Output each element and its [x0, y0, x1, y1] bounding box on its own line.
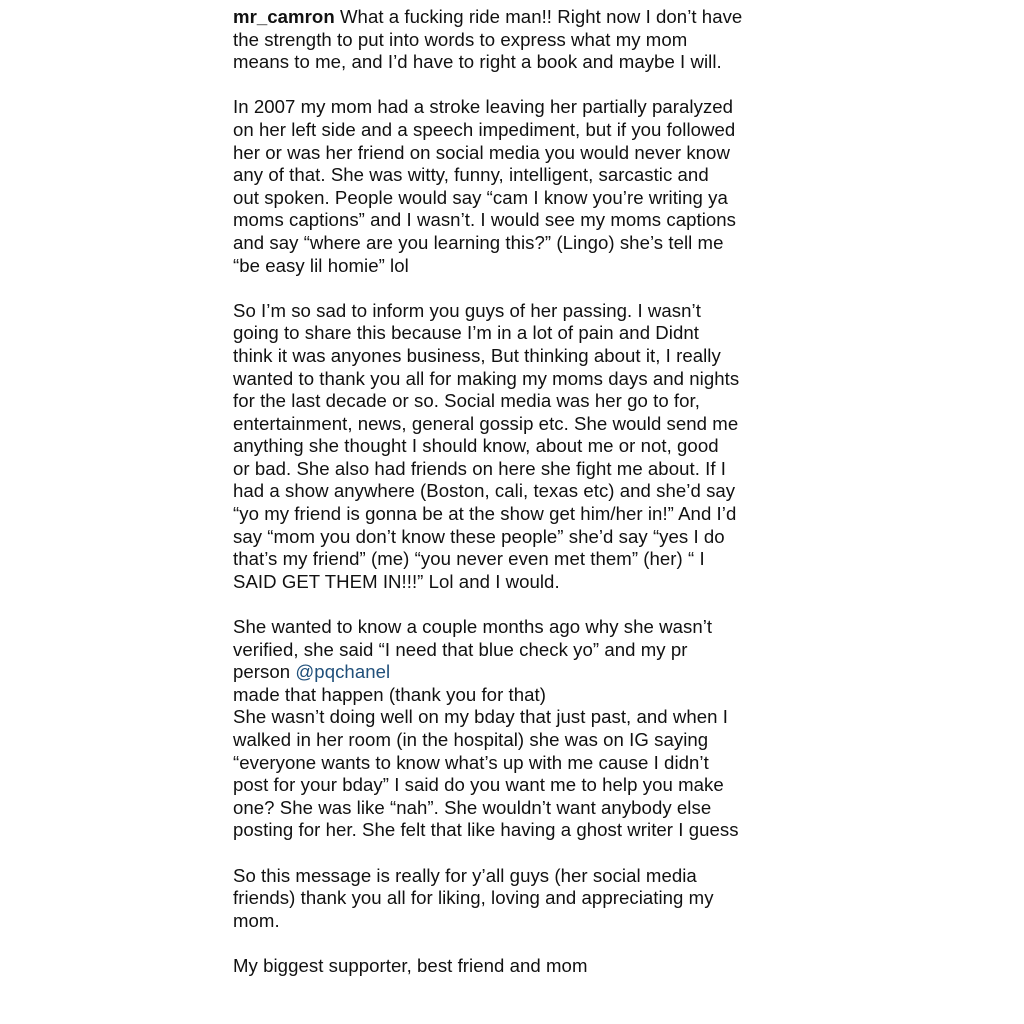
caption-line: any of that. She was witty, funny, intelligent, sarcastic and: [233, 164, 709, 186]
caption-line: She wanted to know a couple months ago why she wasn’t: [233, 616, 713, 638]
caption-line: think it was anyones business, But thinking about it, I really: [233, 344, 721, 366]
caption-line: on her left side and a speech impediment, but if you followed: [233, 118, 736, 140]
caption-line: out spoken. People would say “cam I know you’re writing ya: [233, 186, 728, 208]
caption-line: had a show anywhere (Boston, cali, texas etc) and she’d say: [233, 480, 736, 502]
caption-line: anything she thought I should know, about me or not, good: [233, 435, 719, 457]
caption-line: mom.: [233, 909, 280, 931]
mention-prefix: person: [233, 661, 296, 683]
caption-line: means to me, and I’d have to right a book and maybe I will.: [233, 51, 722, 73]
post-caption: [233, 6, 813, 978]
paragraph-gap: [233, 593, 813, 616]
caption-line: [233, 6, 813, 29]
caption-line: “everyone wants to know what’s up with me cause I didn’t: [233, 751, 709, 773]
caption-line: “yo my friend is gonna be at the show get him/her in!” And I’d: [233, 503, 737, 525]
caption-line: So this message is really for y’all guys (her social media: [233, 864, 697, 886]
paragraph-gap: [233, 74, 813, 97]
caption-line: In 2007 my mom had a stroke leaving her partially paralyzed: [233, 96, 734, 118]
caption-line: for the last decade or so. Social media was her go to for,: [233, 390, 700, 412]
username-link[interactable]: mr_camron: [233, 6, 335, 27]
caption-line: moms captions” and I wasn’t. I would see my moms captions: [233, 209, 737, 231]
caption-line: [233, 661, 813, 684]
caption-line: her or was her friend on social media you would never know: [233, 141, 730, 163]
caption-line: wanted to thank you all for making my moms days and nights: [233, 367, 740, 389]
paragraph-gap: [233, 277, 813, 300]
caption-line: She wasn’t doing well on my bday that just past, and when I: [233, 706, 728, 728]
caption-line: “be easy lil homie” lol: [233, 254, 409, 276]
paragraph-gap: [233, 932, 813, 955]
caption-line: friends) thank you all for liking, loving and appreciating my: [233, 887, 714, 909]
mention-link[interactable]: @pqchanel: [295, 661, 391, 683]
caption-line: say “mom you don’t know these people” she’d say “yes I do: [233, 525, 725, 547]
caption-line: SAID GET THEM IN!!!” Lol and I would.: [233, 570, 560, 592]
caption-line: verified, she said “I need that blue check yo” and my pr: [233, 638, 688, 660]
caption-line: My biggest supporter, best friend and mom: [233, 954, 588, 976]
caption-line: posting for her. She felt that like having a ghost writer I guess: [233, 819, 739, 841]
caption-text: What a fucking ride man!! Right now I don’t have: [334, 6, 743, 27]
caption-line: and say “where are you learning this?” (Lingo) she’s tell me: [233, 231, 724, 253]
paragraph-gap: [233, 842, 813, 865]
caption-line: one? She was like “nah”. She wouldn’t want anybody else: [233, 796, 712, 818]
caption-line: or bad. She also had friends on here she fight me about. If I: [233, 457, 726, 479]
caption-line: entertainment, news, general gossip etc. She would send me: [233, 412, 739, 434]
caption-line: post for your bday” I said do you want me to help you make: [233, 774, 724, 796]
caption-line: made that happen (thank you for that): [233, 683, 546, 705]
caption-line: walked in her room (in the hospital) she was on IG saying: [233, 729, 709, 750]
caption-line: that’s my friend” (me) “you never even met them” (her) “ I: [233, 548, 705, 570]
caption-line: going to share this because I’m in a lot of pain and Didnt: [233, 322, 699, 344]
caption-line: So I’m so sad to inform you guys of her passing. I wasn’t: [233, 299, 701, 321]
caption-line: the strength to put into words to express what my mom: [233, 28, 688, 50]
